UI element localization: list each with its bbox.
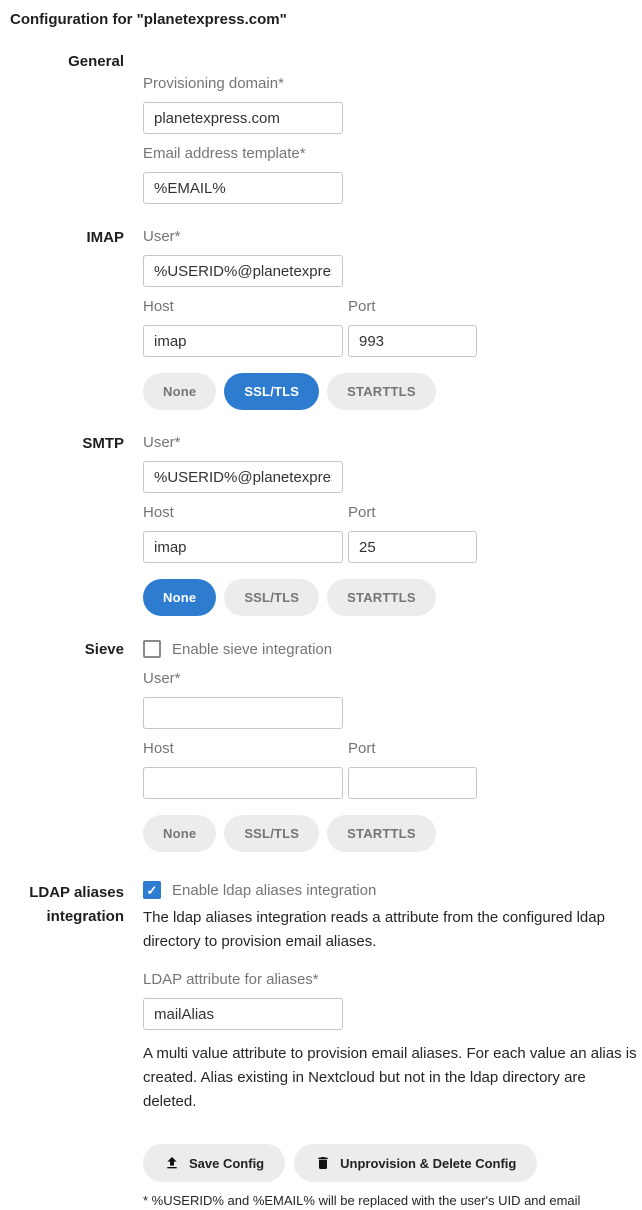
imap-port-label: Port — [348, 298, 376, 315]
section-imap-label: IMAP — [86, 229, 124, 246]
ldap-attribute-hint: A multi value attribute to provision email aliases. For each value an alias is created. Alias existing in Nextcloud but not in the ldap directory are deleted. — [143, 1045, 637, 1110]
smtp-port-label: Port — [348, 504, 376, 521]
sieve-security-group — [143, 815, 642, 852]
section-imap — [10, 227, 642, 410]
unprovision-delete-button[interactable] — [294, 1144, 537, 1182]
placeholders-footnote: * %USERID% and %EMAIL% will be replaced with the user's UID and email — [143, 1193, 581, 1208]
sieve-security-starttls-button[interactable]: STARTTLS — [327, 815, 436, 852]
save-config-label: Save Config — [189, 1155, 265, 1171]
sieve-security-ssltls-button[interactable]: SSL/TLS — [224, 815, 319, 852]
imap-host-input[interactable] — [143, 325, 343, 357]
sieve-port-input[interactable] — [348, 767, 477, 799]
imap-host-label: Host — [143, 298, 174, 315]
imap-security-none-button[interactable]: None — [143, 373, 216, 410]
smtp-security-group — [143, 579, 642, 616]
ldap-attribute-label: LDAP attribute for aliases* — [143, 971, 319, 988]
smtp-host-input[interactable] — [143, 531, 343, 563]
ldap-description: The ldap aliases integration reads a attribute from the configured ldap directory to provision email aliases. — [143, 909, 605, 950]
sieve-enable-label: Enable sieve integration — [172, 640, 333, 658]
email-template-input[interactable] — [143, 172, 343, 204]
sieve-user-label: User* — [143, 670, 181, 687]
smtp-security-none-button[interactable]: None — [143, 579, 216, 616]
email-template-label: Email address template* — [143, 145, 306, 162]
section-ldap-label-line1: LDAP aliases — [29, 884, 124, 901]
imap-security-group — [143, 373, 642, 410]
sieve-security-none-button[interactable]: None — [143, 815, 216, 852]
imap-security-ssltls-button[interactable]: SSL/TLS — [224, 373, 319, 410]
imap-user-label: User* — [143, 228, 181, 245]
sieve-enable-checkbox[interactable] — [143, 640, 161, 658]
provisioning-domain-input[interactable] — [143, 102, 343, 134]
save-config-button[interactable] — [143, 1144, 285, 1182]
section-smtp — [10, 433, 642, 616]
section-sieve — [10, 639, 642, 852]
smtp-host-label: Host — [143, 504, 174, 521]
smtp-user-label: User* — [143, 434, 181, 451]
smtp-port-input[interactable] — [348, 531, 477, 563]
imap-security-starttls-button[interactable]: STARTTLS — [327, 373, 436, 410]
ldap-enable-label: Enable ldap aliases integration — [172, 881, 377, 899]
trash-icon — [315, 1155, 331, 1171]
ldap-enable-checkbox[interactable]: ✓ — [143, 881, 161, 899]
page-title: Configuration for "planetexpress.com" — [10, 11, 287, 28]
sieve-host-input[interactable] — [143, 767, 343, 799]
imap-user-input[interactable] — [143, 255, 343, 287]
unprovision-delete-label: Unprovision & Delete Config — [340, 1155, 517, 1171]
section-general-label: General — [68, 53, 124, 70]
sieve-port-label: Port — [348, 740, 376, 757]
smtp-user-input[interactable] — [143, 461, 343, 493]
sieve-user-input[interactable] — [143, 697, 343, 729]
imap-port-input[interactable] — [348, 325, 477, 357]
section-sieve-label: Sieve — [84, 641, 124, 658]
smtp-security-starttls-button[interactable]: STARTTLS — [327, 579, 436, 616]
section-smtp-label: SMTP — [82, 435, 124, 452]
upload-icon — [164, 1155, 180, 1171]
provisioning-domain-label: Provisioning domain* — [143, 75, 284, 92]
section-ldap-aliases — [10, 880, 642, 1210]
ldap-attribute-input[interactable] — [143, 998, 343, 1030]
sieve-host-label: Host — [143, 740, 174, 757]
section-ldap-label-line2: integration — [46, 908, 124, 925]
section-general — [10, 51, 642, 204]
smtp-security-ssltls-button[interactable]: SSL/TLS — [224, 579, 319, 616]
